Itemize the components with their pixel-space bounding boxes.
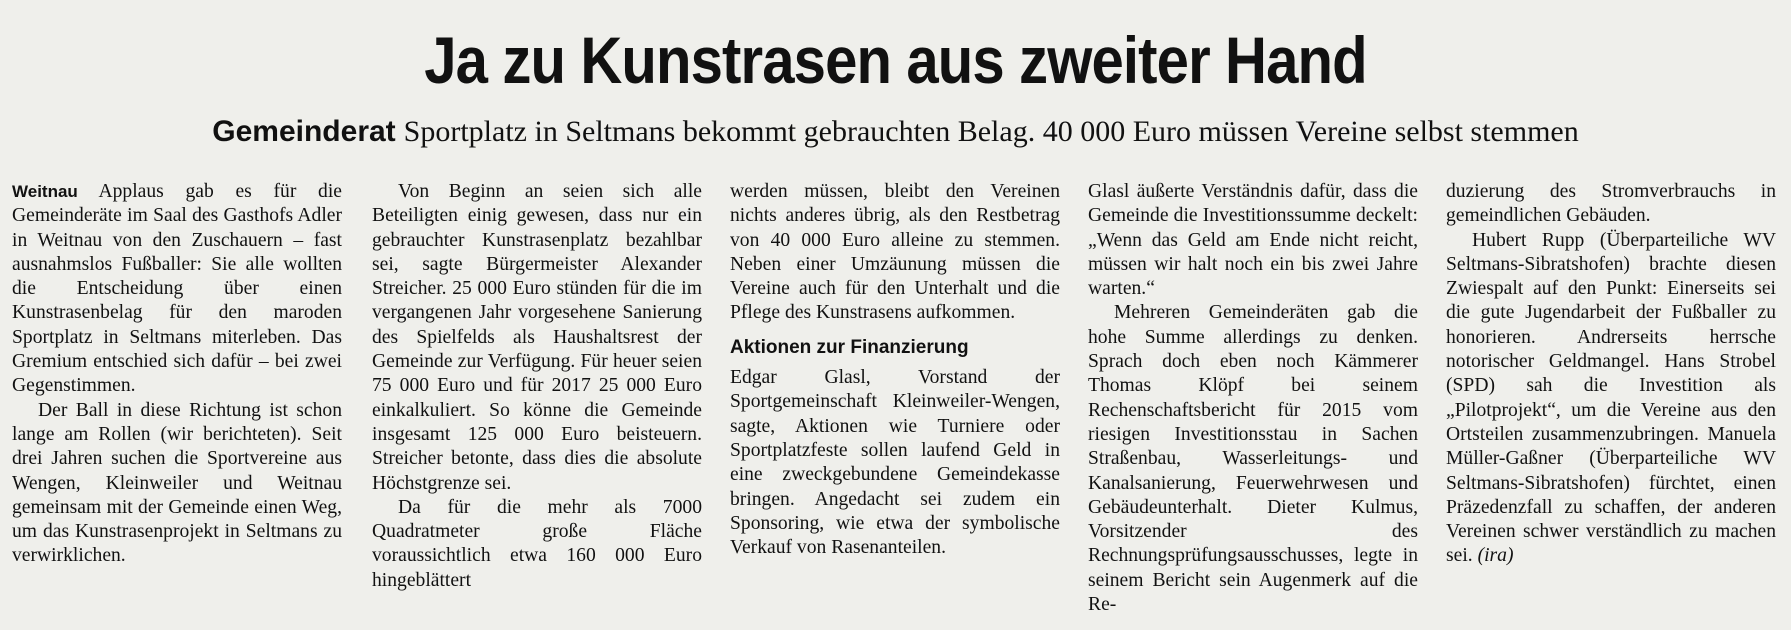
paragraph: werden müssen, bleibt den Vereinen nichts anderes übrig, als den Restbetrag von 40 000 Euro alleine zu stemmen. Neben einer Umzäunung müssen die Vereine auch für den Unterhalt und die Pflege des Kunstrasens aufkommen. <box>730 181 1060 324</box>
article-column-3 <box>730 180 1060 560</box>
paragraph: Mehreren Gemeinderäten gab die hohe Summe allerdings zu denken. Sprach doch eben noch Kämmerer Thomas Klöpf bei seinem Rechenschaftsbericht für 2015 vom riesigen Investitionsstau in Sachen Straßenbau, Wasserleitungs- und Kanalsanierung, Feuerwehrwesen und Gebäudeunterhalt. Dieter Kulmus, Vorsitzender des Rechnungsprüfungsausschusses, legte in seinem Bericht sein Augenmerk auf die Re- <box>1088 302 1418 616</box>
paragraph: Der Ball in diese Richtung ist schon lange am Rollen (wir berichteten). Seit drei Jahren suchen die Sportvereine aus Wengen, Kleinweiler und Weitnau gemeinsam mit der Gemeinde einen Weg, um das Kunstrasenprojekt in Seltmans zu verwirklichen. <box>12 399 342 567</box>
subheadline-kicker: Gemeinderat <box>212 115 396 148</box>
paragraph-text: Hubert Rupp (Überparteiliche WV Seltmans-Sibratshofen) brachte diesen Zwiespalt auf den Punkt: Einerseits sei die gute Jugendarbeit der Fußballer zu honorieren. Andrerseits herrsche notorischer Geldmangel. Hans Strobel (SPD) sah die Investition als „Pilotprojekt“, um die Vereine aus den Ortsteilen zusammenzubringen. Manuela Müller-Gaßner (Überparteiliche WV Seltmans-Sibratshofen) fürchtet, einen Präzedenzfall zu schaffen, der anderen Vereinen schwer verständlich zu machen sei. <box>1446 229 1776 567</box>
paragraph: Edgar Glasl, Vorstand der Sportgemeinschaft Kleinweiler-Wengen, sagte, Aktionen wie Turniere oder Sportplatzfeste sollen laufend Geld in eine zweckgebundene Gemeindekasse bringen. Angedacht sei zudem ein Sponsoring, wie etwa der symbolische Verkauf von Rasenanteilen. <box>730 367 1060 559</box>
paragraph <box>1446 229 1776 569</box>
section-subheading: Aktionen zur Finanzierung <box>730 336 969 358</box>
paragraph-text: Applaus gab es für die Gemeinderäte im Saal des Gasthofs Adler in Weitnau von den Zuschauern – fast ausnahmslos Fußballer: Sie alle wollten die Entscheidung über einen Kunstrasenbelag für den maroden Sportplatz in Seltmans miterleben. Das Gremium entschied sich dafür – bei zwei Gegenstimmen. <box>12 181 342 397</box>
headline: Ja zu Kunstrasen aus zweiter Hand <box>424 23 1367 97</box>
dateline: Weitnau <box>12 182 78 201</box>
paragraph <box>12 180 342 399</box>
subheadline-text: Sportplatz in Seltmans bekommt gebrauchten Belag. 40 000 Euro müssen Vereine selbst stemmen <box>403 115 1579 148</box>
paragraph: Da für die mehr als 7000 Quadratmeter große Fläche voraussichtlich etwa 160 000 Euro hingeblättert <box>372 496 702 591</box>
paragraph: Von Beginn an seien sich alle Beteiligten einig gewesen, dass nur ein gebrauchter Kunstrasenplatz bezahlbar sei, sagte Bürgermeister Alexander Streicher. 25 000 Euro stünden für die im vergangenen Jahr vorgesehene Sanierung des Spielfelds als Haushaltsrest der Gemeinde zur Verfügung. Für heuer seien 75 000 Euro und für 2017 25 000 Euro einkalkuliert. So könne die Gemeinde insgesamt 125 000 Euro beisteuern. Streicher betonte, dass dies die absolute Höchstgrenze sei. <box>372 181 702 494</box>
article-column-5 <box>1446 180 1776 569</box>
paragraph: Glasl äußerte Verständnis dafür, dass die Gemeinde die Investitionssumme deckelt: „Wenn das Geld am Ende nicht reicht, müssen wir halt noch ein bis zwei Jahre warten.“ <box>1088 181 1418 300</box>
subheadline <box>0 114 1791 150</box>
article-column-1 <box>12 180 342 569</box>
paragraph: duzierung des Stromverbrauchs in gemeindlichen Gebäuden. <box>1446 181 1776 227</box>
article-column-4 <box>1088 180 1418 617</box>
article-column-2 <box>372 180 702 593</box>
author-tag: (ira) <box>1477 545 1514 567</box>
